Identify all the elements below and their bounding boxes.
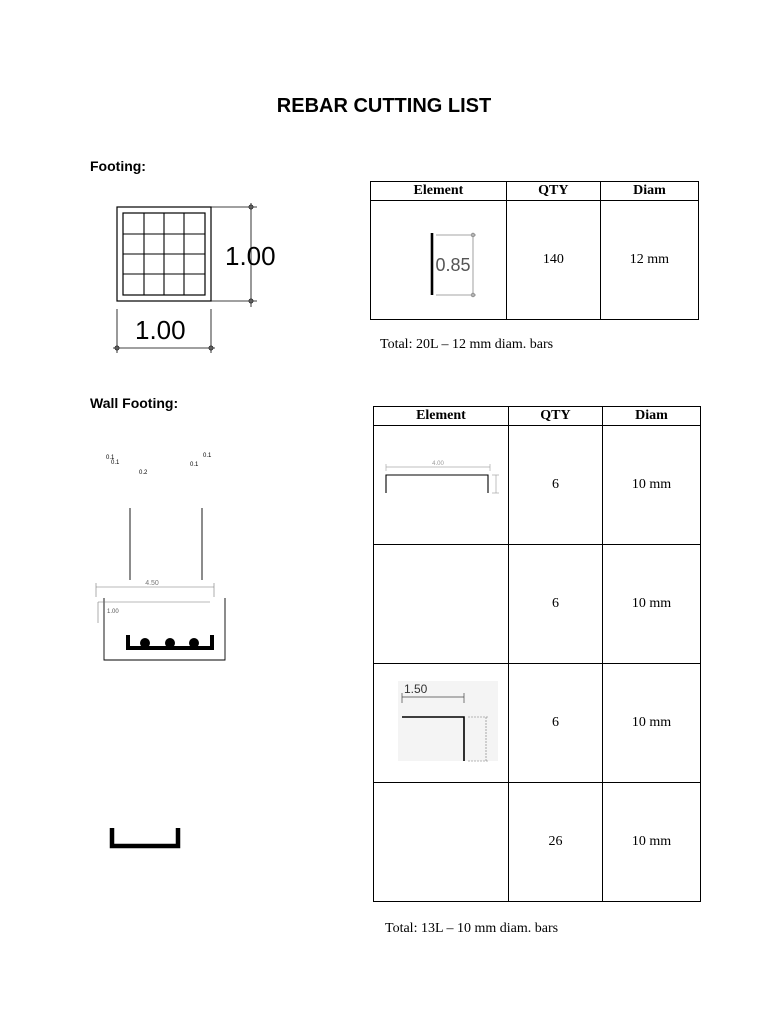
col-header-qty: QTY xyxy=(506,182,600,201)
diam-cell: 12 mm xyxy=(600,201,698,320)
wall-footing-table-header xyxy=(374,407,701,426)
page-title: REBAR CUTTING LIST xyxy=(276,95,492,117)
footing-total: Total: 20L – 12 mm diam. bars xyxy=(380,337,554,352)
u-bar-shape xyxy=(376,453,506,513)
table-row xyxy=(374,664,701,783)
straight-bar-shape xyxy=(378,213,498,303)
dim-label-top-left-a: 0.1 xyxy=(106,455,115,461)
dim-label-height: 1.00 xyxy=(107,609,119,615)
footing-table-header xyxy=(371,182,699,201)
footing-heading: Footing: xyxy=(90,158,146,174)
dim-label-top-mid: 0.2 xyxy=(139,470,148,476)
table-row xyxy=(374,426,701,545)
qty-cell: 6 xyxy=(508,545,602,664)
wall-footing-table xyxy=(373,406,701,902)
qty-cell: 140 xyxy=(506,201,600,320)
diam-cell: 10 mm xyxy=(602,664,700,783)
wall-footing-total: Total: 13L – 10 mm diam. bars xyxy=(385,921,559,936)
wall-footing-heading: Wall Footing: xyxy=(90,395,179,411)
element-cell xyxy=(374,783,509,902)
bar-length-label: 0.85 xyxy=(435,254,471,275)
table-row xyxy=(374,783,701,902)
footing-dim-horizontal: 1.00 xyxy=(135,315,186,345)
qty-cell: 6 xyxy=(508,426,602,545)
wall-footing-section-drawing xyxy=(92,445,242,670)
diam-cell: 10 mm xyxy=(602,783,700,902)
footing-table xyxy=(370,181,699,320)
col-header-diam: Diam xyxy=(602,407,700,426)
col-header-element: Element xyxy=(374,407,509,426)
qty-cell: 6 xyxy=(508,664,602,783)
table-row xyxy=(371,201,699,320)
bar-length-label: 1.50 xyxy=(403,681,428,696)
stirrup-bar-shape xyxy=(104,822,188,856)
table-row xyxy=(374,545,701,664)
col-header-element: Element xyxy=(371,182,507,201)
footing-plan-drawing xyxy=(105,195,285,360)
col-header-qty: QTY xyxy=(508,407,602,426)
diam-cell: 10 mm xyxy=(602,545,700,664)
qty-cell: 26 xyxy=(508,783,602,902)
dim-label-top-right-b: 0.1 xyxy=(190,462,199,468)
bar-length-label: 4.00 xyxy=(432,460,444,467)
dim-label-width: 4.50 xyxy=(145,580,159,587)
l-bar-shape xyxy=(376,671,506,771)
element-cell xyxy=(371,201,507,320)
col-header-diam: Diam xyxy=(600,182,698,201)
dim-label-top-left-b: 0.1 xyxy=(111,460,120,466)
dim-label-top-right-a: 0.1 xyxy=(203,453,212,459)
element-cell xyxy=(374,426,509,545)
element-cell xyxy=(374,545,509,664)
diam-cell: 10 mm xyxy=(602,426,700,545)
footing-dim-vertical: 1.00 xyxy=(225,241,276,271)
element-cell xyxy=(374,664,509,783)
